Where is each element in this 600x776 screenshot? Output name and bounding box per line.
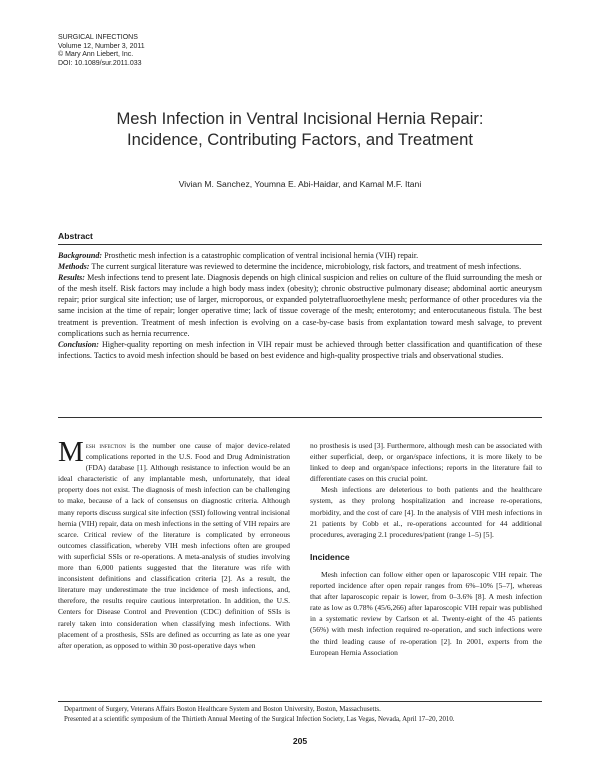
methods-label: Methods: <box>58 262 90 272</box>
methods-text: The current surgical literature was reviewed to determine the incidence, microbiology, risk factors, and treatment of mesh infections. <box>91 262 522 272</box>
abstract-results <box>58 272 542 339</box>
journal-name: SURGICAL INFECTIONS <box>58 34 138 41</box>
abstract-heading: Abstract <box>58 231 93 241</box>
body-paragraph-1: no prosthesis is used [3]. Furthermore, although mesh can be associated with either superficial, deep, or organ/space infections, it is more likely to be linked to deep and organ/space infections; reports in the literature fail to differentiate cases on this crucial point. <box>310 441 542 484</box>
abstract-bottom-rule <box>58 417 542 418</box>
journal-volume: Volume 12, Number 3, 2011 <box>58 42 145 50</box>
abstract-background <box>58 250 542 261</box>
section-heading-incidence: Incidence <box>310 551 350 562</box>
body-paragraph-2: Mesh infections are deleterious to both patients and the healthcare system, as they prolong hospitalization and increase re-operations, morbidity, and the cost of care [4]. In the analysis of VIH mesh infections in 21 patients by Cobb et al., re-operations accounted for 44 additional procedures, averaging 2.1 procedures/patient (range 1–5) [5]. <box>310 485 542 539</box>
abstract-conclusion <box>58 339 542 361</box>
footnote-rule <box>58 701 542 702</box>
paper-title <box>40 108 560 150</box>
title-line-2: Incidence, Contributing Factors, and Treatment <box>127 130 473 149</box>
abstract-top-rule <box>58 244 542 245</box>
abstract <box>58 250 542 361</box>
authors: Vivian M. Sanchez, Youmna E. Abi-Haidar, and Kamal M.F. Itani <box>178 179 422 189</box>
lead-smallcaps: esh infection <box>85 441 126 450</box>
journal-copyright: © Mary Ann Liebert, Inc. <box>58 51 134 59</box>
background-text: Prosthetic mesh infection is a catastrophic complication of ventral incisional hernia (VIH) repair. <box>104 251 419 260</box>
footnote-presented: Presented at a scientific symposium of the Thirtieth Annual Meeting of the Surgical Infection Society, Las Vegas, Nevada, April 17–20, 2010. <box>64 715 455 723</box>
left-column <box>58 436 290 651</box>
page-number: 205 <box>292 736 308 746</box>
results-label: Results: <box>58 273 85 283</box>
intro-paragraph <box>58 436 290 651</box>
right-column <box>310 440 542 658</box>
abstract-methods <box>58 261 542 272</box>
journal-header <box>58 34 145 68</box>
drop-cap: M <box>58 436 84 468</box>
footnotes <box>58 705 548 724</box>
results-text: Mesh infections tend to present late. Diagnosis depends on high clinical suspicion and relies on culture of the fluid surrounding the mesh or of the mesh itself. Risk factors may include a high body mass index (obesity); chronic obstructive pulmonary disease; abdominal aortic aneurysm repair; prior surgical site infection; use of larger, microporous, or expanded polytetrafluoroethylene mesh; performance of other procedures via the same incision at the time of repair; longer operative time; lack of tissue coverage of the mesh; enterotomy; and enterocutaneous fistula. The best treatment is prevention. Treatment of mesh infection is evolving on a case-by-case basis from explantation toward mesh salvage, to prevent complications such as hernia recurrence. <box>58 273 542 338</box>
conclusion-label: Conclusion: <box>58 339 99 349</box>
background-label: Background: <box>58 251 103 260</box>
journal-doi: DOI: 10.1089/sur.2011.033 <box>58 59 142 67</box>
title-line-1: Mesh Infection in Ventral Incisional Hernia Repair: <box>116 109 484 128</box>
footnote-affiliation: Department of Surgery, Veterans Affairs Boston Healthcare System and Boston University, Boston, Massachusetts. <box>64 706 381 713</box>
intro-text: is the number one cause of major device-related complications reported in the U.S. Food and Drug Administration (FDA) database [1]. Although resistance to infection would be an ideal characteristic of any implantable mesh, unfortunately, that ideal property does not exist. The diagnosis of mesh infection can be challenging to make, because of a lack of consensus on diagnostic criteria. Although many reports discuss surgical site infection (SSI) following ventral incisional hernia (VIH) repair, data on mesh infections in the setting of VIH repairs are scarce. Critical review of the literature is complicated by erroneous outcomes classification, whereby VIH mesh infections often are grouped with superficial SSIs or re-operations. A meta-analysis of studies involving more than 6,000 patients suggested that the literature was rife with inconsistent definitions and classification criteria [2]. As a result, the literature may underestimate the true incidence of mesh infections, and, therefore, the results require cautious interpretation. In addition, the U.S. Centers for Disease Control and Prevention (CDC) definition of SSIs is rarely taken into consideration when classifying mesh infections. With placement of a prosthesis, SSIs are defined as occurring as late as one year after operation, as opposed to within 30 post-operative days when <box>58 441 290 650</box>
conclusion-text: Higher-quality reporting on mesh infection in VIH repair must be achieved through better classification and quantification of these infections. Tactics to avoid mesh infection should be based on best evidence and high-quality prospective trials and observational studies. <box>58 339 542 360</box>
body-paragraph-3: Mesh infection can follow either open or laparoscopic VIH repair. The reported incidence after open repair ranges from 6%–10% [5–7], whereas that after laparoscopic repair is lower, from 0–3.6% [8]. A mesh infection rate as low as 0.78% (45/6,266) after laparoscopic VIH repair was published in a systematic review by Carlson et al. Twenty-eight of the 45 patients (56%) with mesh infection required re-operation, and such infections were the third leading cause of re-operation [2]. In 2001, experts from the European Hernia Association <box>310 569 542 657</box>
